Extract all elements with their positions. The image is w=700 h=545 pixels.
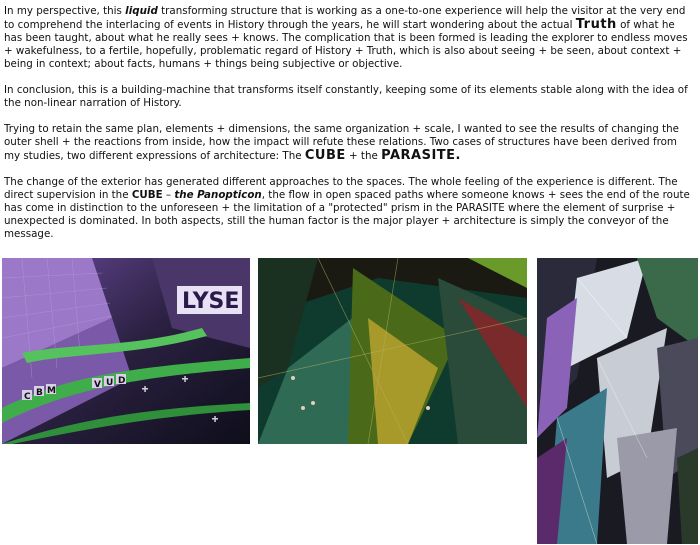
emphasis-liquid: liquid — [125, 5, 158, 17]
paragraph-2: In conclusion, this is a building-machine that transforms itself constantly, keeping some of its elements stable along with the idea of the non-linear narration of History. — [4, 84, 688, 109]
cube-sign-text: LYSE — [182, 289, 240, 314]
svg-text:V: V — [94, 380, 101, 390]
svg-text:M: M — [47, 386, 56, 396]
panopticon-render-image — [258, 258, 527, 444]
emphasis-cube-2: CUBE — [131, 189, 163, 201]
cube-render-image — [2, 258, 250, 444]
emphasis-panopticon: the Panopticon — [174, 189, 262, 201]
paragraph-3: Trying to retain the same plan, elements + dimensions, the same organization + scale, I wanted to see the results of changing the outer shell + the reactions from inside, how the impact will refute these relations. Two cases of structures have been derived from my studies, two different expressions of architecture: The CUBE + the PARASITE. — [4, 123, 679, 163]
paragraph-4: The change of the exterior has generated different approaches to the spaces. The whole feeling of the experience is different. The direct supervision in the CUBE – the Panopticon, the flow in open spaced paths where someone knows + sees the end of the route has come in distinction to the unforeseen + the limitation of a "protected" prism in the PARASITE where the element of surprise + unexpected is dominated. In both aspects, still the human factor is the major player + architecture is simply the conveyor of the message. — [4, 176, 690, 240]
svg-text:U: U — [106, 378, 114, 388]
svg-text:B: B — [36, 388, 43, 398]
essay-text — [4, 5, 696, 254]
parasite-render-image — [537, 258, 698, 544]
svg-text:C: C — [24, 392, 31, 402]
emphasis-truth: Truth — [575, 17, 617, 32]
emphasis-cube: CUBE — [304, 148, 346, 163]
paragraph-1: In my perspective, this liquid transforming structure that is working as a one-to-one experience will help the visitor at the very end to comprehend the interlacing of events in History through the years, he will start wondering about the actual Truth of what he has been taught, about what he really sees + knows. The complication that is been formed is leading the explorer to endless moves + wakefulness, to a fertile, hopefully, problematic regard of History + Truth, which is also about seeing + be seen, about context + being in context; about facts, humans + things being subjective or objective. — [4, 5, 688, 70]
emphasis-parasite: PARASITE. — [381, 148, 461, 163]
svg-text:D: D — [118, 376, 126, 386]
